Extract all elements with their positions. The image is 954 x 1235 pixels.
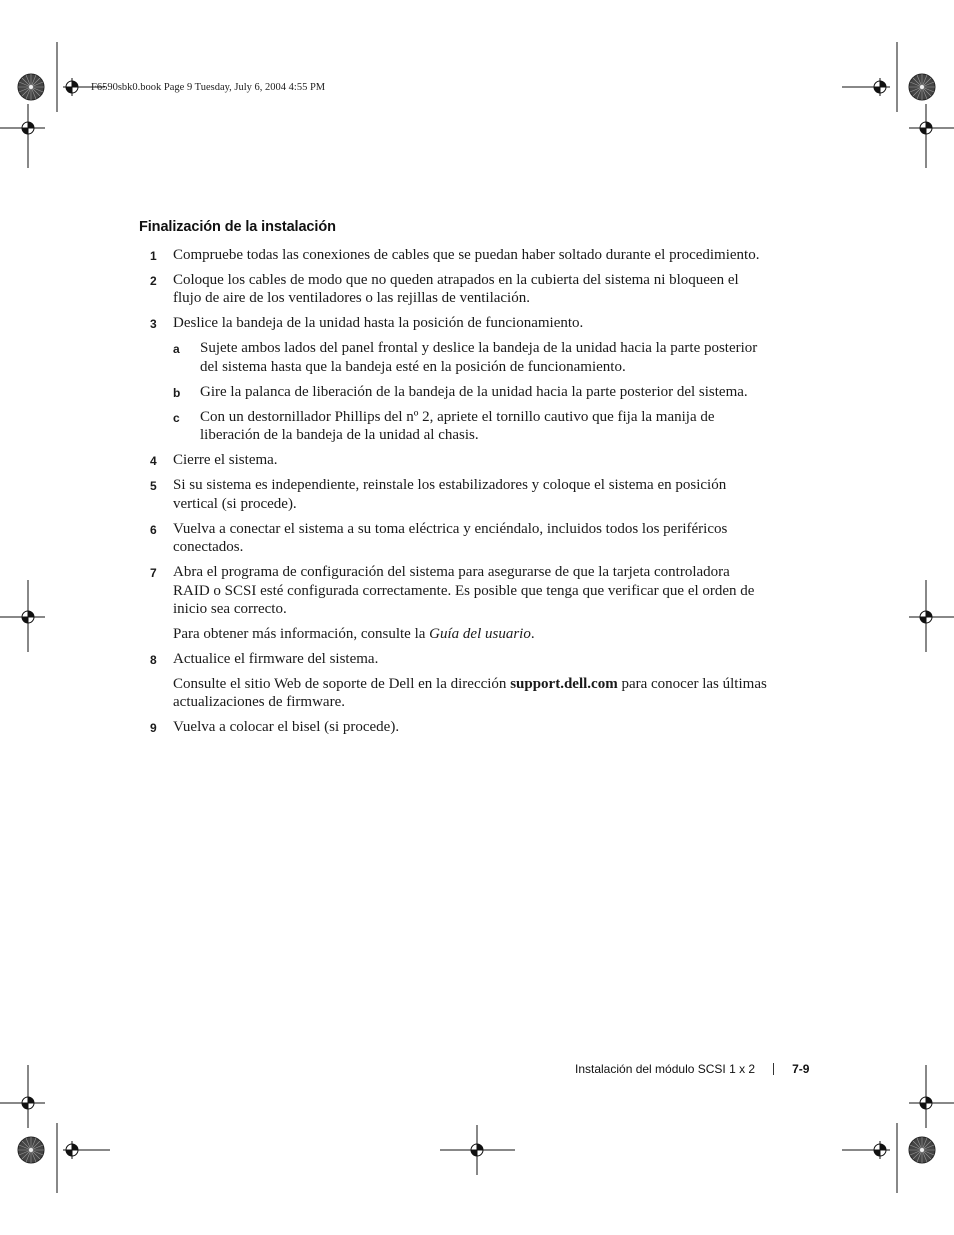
step-1 [150,246,770,265]
substep-b [173,383,770,402]
step-2 [150,271,770,308]
footer-divider [773,1063,774,1075]
section-title: Finalización de la instalación [139,219,336,235]
print-header: F6590sbk0.book Page 9 Tuesday, July 6, 2004 4:55 PM [91,82,326,93]
step-text: Cierre el sistema. [173,452,278,469]
step-5 [150,476,770,513]
step-3 [150,314,770,333]
step-7-note [150,625,770,644]
step-text: Vuelva a conectar el sistema a su toma eléctrica y enciéndalo, incluidos todos los periféricos conectados. [173,520,728,556]
step-text: Deslice la bandeja de la unidad hasta la posición de funcionamiento. [173,315,584,332]
substep-letter: a [173,342,180,357]
substep-text: Con un destornillador Phillips del nº 2, apriete el tornillo cautivo que fija la manija de liberación de la bandeja de la unidad al chasis. [200,408,715,444]
page-number: 7-9 [792,1062,810,1076]
step-7 [150,563,770,619]
step-text: Vuelva a colocar el bisel (si procede). [173,719,400,736]
substep-letter: b [173,385,181,400]
step-text: Abra el programa de configuración del sistema para asegurarse de que la tarjeta controladora RAID o SCSI esté configurada correctamente. Es posible que tenga que verificar que el orden de inicio sea correcto. [173,563,755,618]
step-number: 8 [150,652,157,667]
note-text: Consulte el sitio Web de soporte de Dell en la dirección [173,675,511,692]
substep-text: Sujete ambos lados del panel frontal y deslice la bandeja de la unidad hacia la parte posterior del sistema hasta que la bandeja esté en la posición de funcionamiento. [200,340,758,375]
step-number: 7 [150,565,157,580]
step-4 [150,451,770,470]
step-9 [150,718,770,737]
step-number: 4 [150,454,157,469]
step-text: Si su sistema es independiente, reinstale los estabilizadores y coloque el sistema en posición vertical (si procede). [173,477,727,512]
step-text: Coloque los cables de modo que no queden atrapados en la cubierta del sistema ni bloqueen el flujo de aire de los ventiladores o las rejillas de ventilación. [173,271,739,307]
note-suffix: para conocer las últimas actualizaciones de firmware. [173,675,767,711]
step-number: 2 [150,273,157,288]
step-8 [150,650,770,669]
chapter-title: Instalación del módulo SCSI 1 x 2 [575,1062,756,1076]
instruction-list [150,246,770,743]
substep-a [173,339,770,376]
step-text: Actualice el firmware del sistema. [173,650,379,667]
step-number: 1 [150,249,157,263]
step-number: 3 [150,317,157,332]
page-footer [575,1062,809,1076]
substep-letter: c [173,410,180,425]
support-url: support.dell.com [510,675,618,692]
step-number: 5 [150,479,157,494]
note-suffix: . [530,626,535,643]
user-guide-title: Guía del usuario [429,626,531,643]
substep-c [173,408,770,445]
substep-text: Gire la palanca de liberación de la bandeja de la unidad hacia la parte posterior del sistema. [200,383,748,400]
step-text: Compruebe todas las conexiones de cables que se puedan haber soltado durante el procedimiento. [173,247,760,263]
step-6 [150,520,770,557]
step-number: 6 [150,522,157,537]
step-number: 9 [150,721,157,736]
note-text: Para obtener más información, consulte la [173,626,430,643]
step-8-note [150,675,770,712]
